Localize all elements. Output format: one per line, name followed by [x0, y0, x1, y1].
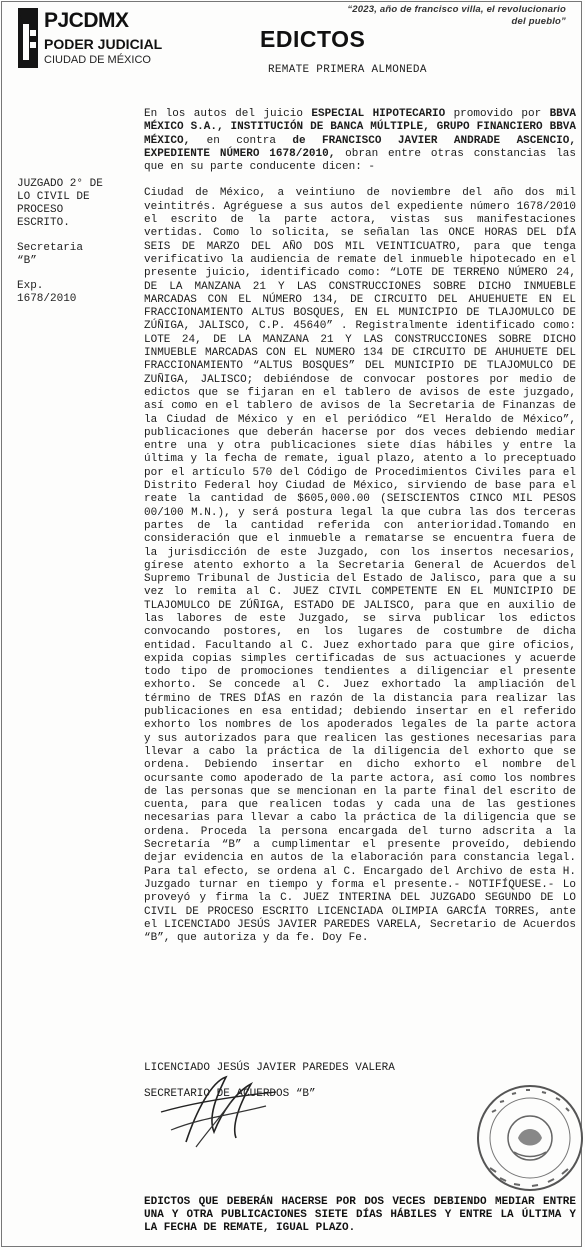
case-sidebar — [17, 178, 129, 318]
intro-trial-type: ESPECIAL HIPOTECARIO — [311, 108, 446, 120]
signatory-name: LICENCIADO JESÚS JAVIER PAREDES VALERA — [144, 1062, 395, 1074]
secretaria-label — [17, 242, 129, 268]
handwritten-signature-icon — [156, 1072, 286, 1152]
page-title: EDICTOS — [260, 26, 366, 52]
page-subtitle: REMATE PRIMERA ALMONEDA — [268, 64, 427, 76]
publication-notice: EDICTOS QUE DEBERÁN HACERSE POR DOS VECES DEBIENDO MEDIAR ENTRE UNA Y OTRA PUBLICACIONES SIETE DÍAS HÁBILES Y ENTRE LA ÚLTIMA Y LA FECHA DE REMATE, IGUAL PLAZO. — [144, 1196, 576, 1234]
secretaria-line: Secretaria — [17, 242, 84, 254]
motto-line-2: del pueblo” — [511, 16, 566, 27]
secretaria-line: “B” — [17, 255, 37, 267]
logo-acronym: PJCDMX — [44, 9, 129, 32]
expediente-line: Exp. — [17, 280, 44, 292]
signatory-role: SECRETARIO DE ACUERDOS “B” — [144, 1088, 316, 1100]
logo-ciudad-de-mexico: CIUDAD DE MÉXICO — [44, 54, 151, 66]
motto-line-1: “2023, año de francisco villa, el revolucionario — [347, 4, 566, 15]
intro-plaintiff: BBVA MÉXICO S.A., INSTITUCIÓN DE BANCA MÚLTIPLE, GRUPO FINANCIERO BBVA MÉXICO, — [144, 108, 576, 147]
year-motto — [150, 4, 566, 28]
expediente-label — [17, 280, 129, 306]
court-line: PROCESO — [17, 204, 64, 216]
intro-text: obran entre otras constancias las que en su parte conducente dicen: - — [144, 147, 576, 174]
intro-defendant: de FRANCISCO JAVIER ANDRADE ASCENCIO, EXPEDIENTE NÚMERO 1678/2010, — [144, 134, 576, 160]
court-line: LO CIVIL DE — [17, 191, 90, 203]
intro-text: En los autos del juicio — [144, 108, 312, 120]
edict-body — [144, 108, 576, 958]
court-line: ESCRITO. — [17, 217, 70, 229]
court-seal-icon — [470, 1082, 585, 1197]
intro-paragraph — [144, 108, 576, 174]
intro-text: promovido por — [445, 108, 550, 120]
expediente-line: 1678/2010 — [17, 293, 77, 305]
resolution-paragraph: Ciudad de México, a veintiuno de noviembre del año dos mil veintitrés. Agréguese a sus autos del expediente número 1678/2010 el escrito de la parte actora, vistas sus manifestaciones vertidas. Como lo solicita, se señalan las ONCE HORAS DEL DÍA SEIS DE MARZO DEL AÑO DOS MIL VEINTICUATRO, para que tenga verificativo la audiencia de remate del inmueble hipotecado en el presente juicio, identificado como: “LOTE DE TERRENO NÚMERO 24, DE LA MANZANA 21 Y LAS CONSTRUCCIONES SOBRE DICHO INMUEBLE MARCADAS CON EL NÚMERO 134, DE CIRCUITO DEL AHUEHUETE EN EL FRACCIONAMIENTO ALTUS BOSQUES, EN EL MUNICIPIO DE TLAJOMULCO DE ZÚÑIGA, JALISCO, C.P. 45640” . Registralmente identificado como: LOTE 24, DE LA MANZANA 21 Y LAS CONSTRUCCIONES SOBRE DICHO INMUEBLE MARCADAS CON EL NUMERO 134 DE CIRCUITO DE AHUHUETE DEL FRACCIONAMIENTO “ALTUS BOSQUES” DEL MUNICIPIO DE TLAJOMULCO DE ZUÑIGA, JALISCO; debiéndose de convocar postores por medio de edictos que se fijaran en el tablero de avisos de este juzgado, así como en el tablero de avisos de la Secretaria de Finanzas de la Ciudad de México y en el periódico “El Heraldo de México”, publicaciones que deberán hacerse por dos veces debiendo mediar entre una y otra publicaciones siete días hábiles y entre la última y la fecha de remate, igual plazo, atento a lo preceptuado por el artículo 570 del Código de Procedimientos Civiles para el Distrito Federal hoy Ciudad de México, sirviendo de base para el reate la cantidad de $605,000.00 (SEISCIENTOS CINCO MIL PESOS 00/100 M.N.), y será postura legal la que cubra las dos terceras partes de la cantidad referida con anterioridad.Tomando en consideración que el inmueble a rematarse se encuentra fuera de la jurisdicción de este Juzgado, con los insertos necesarios, gírese atento exhorto a la Secretaria General de Acuerdos del Supremo Tribunal de Justicia del Estado de Jalisco, para que a su vez lo remita al C. JUEZ CIVIL COMPETENTE EN EL MUNICIPIO DE TLAJOMULCO DE ZÚÑIGA, ESTADO DE JALISCO, para que en auxilio de las labores de este Juzgado, se sirva publicar los edictos convocando postores, en los lugares de costumbre de dicha entidad. Facultando al C. Juez exhortado para que gire oficios, expida copias simples certificadas de sus actuaciones y acuerde todo tipo de promociones tendientes a diligenciar el presente exhorto. Se concede al C. Juez exhortado la ampliación del término de TRES DÍAS en razón de la distancia para realizar las publicaciones en esa entidad; debiendo insertar en el referido exhorto los nombres de los apoderados legales de la parte actora y sus autorizados para que realicen las gestiones necesarias para llevar a cabo la práctica de la diligencia del exhorto que se ordena. Debiendo insertar en dicho exhorto el nombre del ocursante como apoderado de la parte actora, así como los nombres de las personas que se mencionan en la parte final del escrito de cuenta, para que realicen todas y cada una de las gestiones necesarias para llevar a cabo la práctica de la diligencia que se ordena. Proceda la persona encargada del turno adscrita a la Secretaría “B” a cumplimentar el presente proveído, debiendo dejar evidencia en autos de la elaboración para constancia legal. Para tal efecto, se ordena al C. Encargado del Archivo de esta H. Juzgado turnar en tiempo y forma el presente.- NOTIFÍQUESE.- Lo proveyó y firma la C. JUEZ INTERINA DEL JUZGADO SEGUNDO DE LO CIVIL DE PROCESO ESCRITO LICENCIADA OLIMPIA GARCÍA TORRES, ante el LICENCIADO JESÚS JAVIER PAREDES VARELA, Secretario de Acuerdos “B”, que autoriza y da fe. Doy Fe. — [144, 187, 576, 945]
court-line: JUZGADO 2° DE — [17, 178, 103, 190]
logo-poder-judicial: PODER JUDICIAL — [44, 36, 163, 52]
document-header — [0, 0, 585, 95]
intro-text: en contra — [190, 134, 293, 147]
court-name — [17, 178, 129, 230]
pjcdmx-logo — [14, 6, 163, 72]
pjcdmx-emblem-icon — [14, 6, 44, 72]
